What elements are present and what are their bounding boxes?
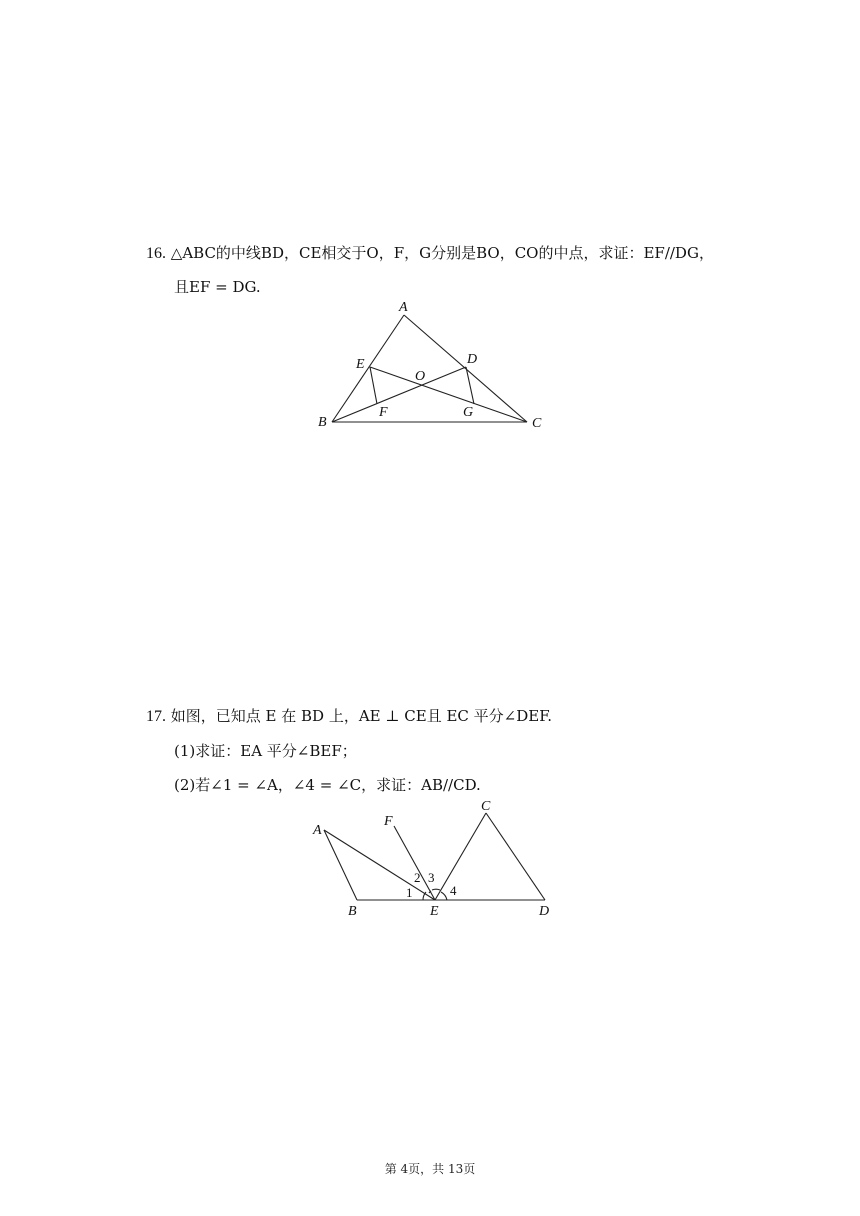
segment-ce	[370, 367, 527, 422]
label-f: F	[384, 814, 393, 829]
angle-figure	[300, 800, 570, 925]
label-f: F	[379, 405, 388, 420]
label-angle-2: 2	[414, 870, 421, 885]
segment-ef	[370, 367, 377, 404]
segment-ec	[435, 813, 486, 900]
triangle-abc-figure	[300, 295, 560, 440]
label-e: E	[356, 357, 365, 372]
angle-4-arc	[441, 892, 447, 900]
label-angle-4: 4	[450, 883, 457, 898]
problem-17-part-2	[174, 775, 481, 795]
problem-17-line-1	[146, 706, 552, 727]
page-footer: 第 4页，共 13页	[384, 1162, 476, 1176]
label-b: B	[348, 904, 357, 919]
problem-17-figure	[300, 800, 570, 929]
label-d: D	[539, 904, 550, 919]
label-c: C	[481, 800, 491, 814]
label-g: G	[463, 405, 474, 420]
label-angle-3: 3	[428, 870, 435, 885]
label-a: A	[313, 823, 322, 838]
label-c: C	[532, 416, 542, 431]
label-e: E	[430, 904, 439, 919]
problem-17-number: 17.	[146, 708, 166, 725]
label-angle-1: 1	[406, 885, 413, 900]
problem-16-line-2	[174, 277, 261, 297]
label-b: B	[318, 415, 327, 430]
problem-16-statement-cont: 且EF = DG.	[174, 278, 261, 296]
label-o: O	[415, 369, 426, 384]
label-a: A	[399, 300, 408, 315]
problem-16-statement: △ABC的中线BD，CE相交于O，F，G分别是BO，CO的中点，求证：EF//DG，	[170, 244, 714, 262]
angle-3-arc	[432, 889, 440, 890]
problem-17-statement: 如图，已知点 E 在 BD 上，AE ⊥ CE且 EC 平分∠DEF.	[170, 707, 553, 725]
problem-16-number: 16.	[146, 245, 166, 262]
segment-bd	[332, 367, 466, 422]
problem-17-part-2-text: (2)若∠1 = ∠A，∠4 = ∠C，求证：AB//CD.	[174, 776, 481, 794]
problem-16-figure	[300, 295, 560, 444]
segment-ef	[394, 826, 435, 900]
label-d: D	[467, 352, 478, 367]
problem-17-part-1-text: (1)求证：EA 平分∠BEF；	[174, 742, 357, 760]
problem-16-line-1	[146, 243, 714, 264]
problem-17-part-1	[174, 741, 357, 761]
segment-cd	[486, 813, 545, 900]
segment-ab	[332, 315, 404, 422]
